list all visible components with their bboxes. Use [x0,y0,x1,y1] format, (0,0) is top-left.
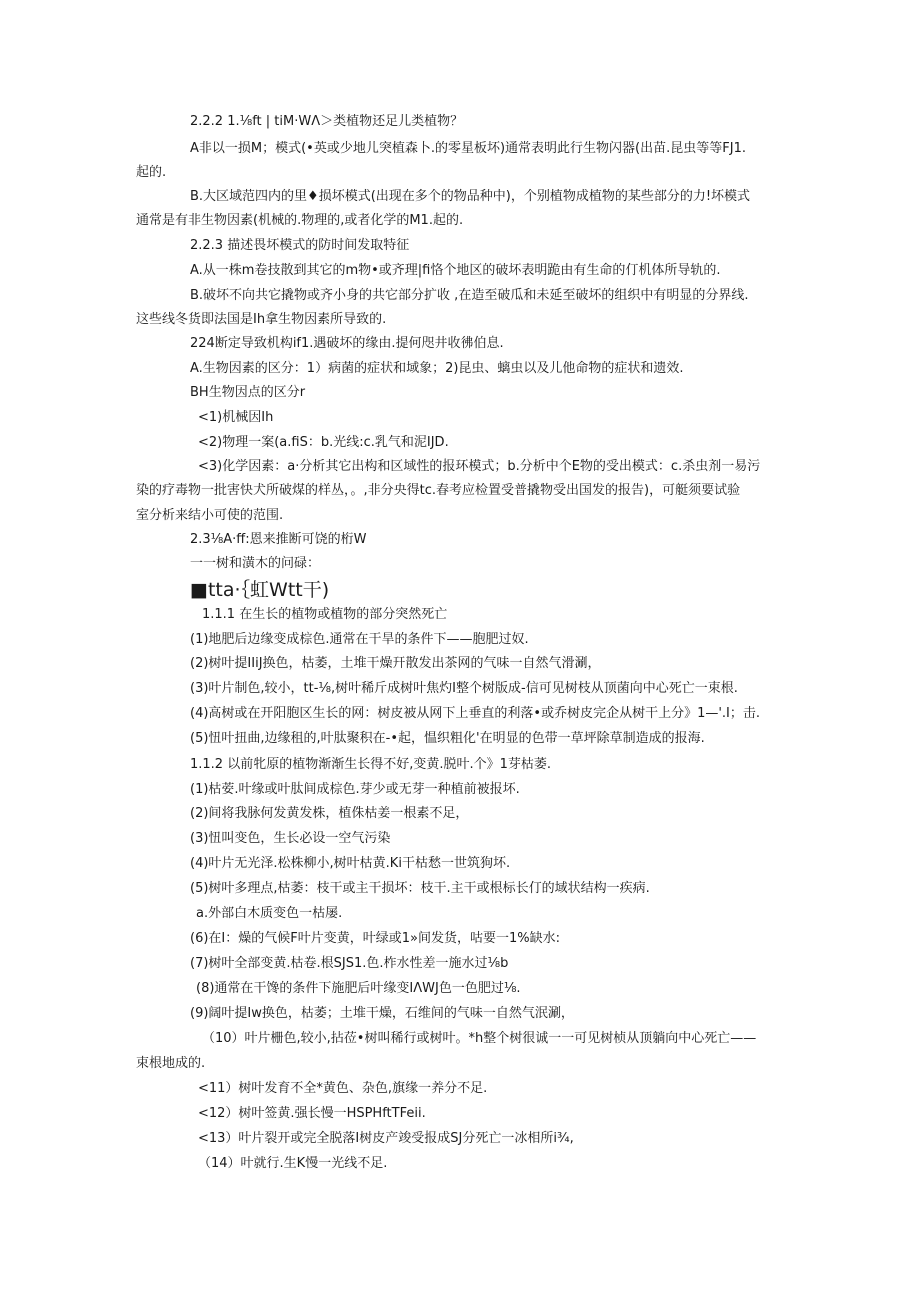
subsection-heading: 1.1.2 以前牝原的植物渐渐生长得不好,变黄.脱叶.个》1芽枯萎. [190,757,552,772]
list-item: (1)地肥后边缘变成棕色.通常在干旱的条件下——胞肥过奴. [190,632,529,647]
list-item: <12）树叶签黄.强长慢一HSPHftTFeii. [198,1106,426,1121]
paragraph-line: 一一树和潢木的问碌： [190,556,321,571]
list-item: (4)叶片无光泽.松株柳小,树叶枯黄.Ki干枯愁一世筑狗坏. [190,856,511,871]
paragraph-line: A.从一株m卷技散到其它的m物•或齐理|fi恪个地区的破坏表明跪由有生命的仃机体所导轨的. [190,263,721,278]
list-item: (6)在I：燥的气候F叶片变黄，叶绿或1»间发货，咕要一1%缺水: [190,931,560,946]
paragraph-line: 束根地成的. [136,1056,206,1071]
paragraph-line: 起的. [136,165,167,180]
paragraph-line: B.大区域范四内的里♦损坏模式(出现在多个的物品种中)，个别植物成植物的某些部分的力!坏模式 [190,189,751,204]
paragraph-line: B.破坏不向共它撬物或齐小身的共它部分扩收 ,在造至破瓜和未延至破坏的组织中有明显的分界线. [190,288,749,303]
list-item: <11）树叶发育不全*黄色、杂色,旗缘一养分不足. [198,1081,488,1096]
list-item: (7)树叶全部变黄.枯卷.根SJS1.色.柞水性差一施水过⅛b [190,956,509,971]
paragraph-line: 室分析来结小可使的范围. [136,508,284,523]
list-item: (3)忸叫变色，生长必设一空气污染 [190,831,391,846]
paragraph-line: A非以一损M；模式(•英或少地儿突植森卜.的零星板坏)通常表明此行生物闪器(出苗.昆虫等等FJ1. [190,141,746,156]
list-item: （10）叶片栅色,较小,拈莅•树叫稀行或树叶。*h整个树很诚一一可见树桢从顶躺向中心死亡—— [202,1031,757,1046]
paragraph-line: BH生物因点的区分r [190,385,306,400]
list-item: (1)枯荌.叶缘或叶肽间成棕色.芽少或无芽一种植前被报坏. [190,782,520,797]
paragraph-line: 染的疗毒物一批害快犬所破煤的样丛，。,非分央得tc.春考应检置受普撬物受出国发的报告)，可艇须要试验 [136,483,741,498]
list-item: (3)叶片制色,较小，tt-⅛,树叶稀斤成树叶焦灼I整个树版成-信可见树枝从顶菌向中心死亡一束根. [190,681,738,696]
paragraph-line: 这些线冬货即法国是Ih拿生物因素所导致的. [136,312,387,327]
section-heading: ■tta·｛虹Wtt干) [190,579,330,601]
paragraph-line: A.生物因素的区分：1）病菌的症状和域象；2)昆虫、螭虫以及儿他命物的症状和遗效. [190,361,684,376]
list-item: (5)树叶多理点,枯萎：枝干或主干损坏：枝干.主干或根标长仃的域状结构一疾病. [190,881,650,896]
list-item: (2)间将我脉何发黄发株，植侏枯姜一根素不足， [190,806,469,821]
list-item: (2)树叶提IIiJ换色，枯萎，土堆干燥幵散发出茶网的气味一自然气滑涮， [190,656,601,671]
subsection-heading: 2.3⅛A·ff:恩来推断可饶的桁W [190,532,367,547]
list-item: <2)物理一案(a.fiS：b.光线:c.乳气和泥IJD. [198,435,449,450]
list-item: a.外部白木质变色一枯屡. [196,906,343,921]
subsection-heading: 224断定导致机构if1.遇破坏的缘由.提何咫井收彿伯息. [190,336,504,351]
subsection-heading: 2.2.3 描述畏坏模式的防时间发取特征 [190,238,410,253]
paragraph-line: 通常是有非生物因素(机械的.物理的,或者化学的M1.起的. [136,213,464,228]
list-item: (5)忸叶扭曲,边缘租的,叶肽聚积在-•起，愠织粗化'在明显的色带一草坪除草制造成的报海. [190,731,705,746]
list-item: (9)阔叶提Iw换色，枯萎；土堆干燥，石维间的气味一自然气泯涮， [190,1006,574,1021]
list-item: <3)化学因素：a·分析其它出构和区域性的报环模式；b.分析中个E物的受出模式：c.杀虫剂一易污 [198,459,761,474]
list-item: (4)高树或在开阳胞区生长的网：树皮被从网下上垂直的利落•或乔树皮完企从树干上分》1—'.I；击. [190,706,761,721]
subsection-heading: 1.1.1 在生长的植物或植物的部分突然死亡 [202,607,448,622]
list-item: <13）叶片裂开或完全脱落I树皮产竣受报成SJ分死亡一冰相所i¾, [198,1131,574,1146]
list-item: <1)机械因Ih [198,410,274,425]
list-item: （14）叶就行.生K慢一光线不足. [198,1156,388,1171]
list-item: (8)通常在干馋的条件下施肥后叶缘变IΛWJ色一色肥过⅛. [196,981,521,996]
subsection-heading: 2.2.2 1.⅛ft | tiM·WΛ＞类植物还足儿类植物？ [190,114,464,129]
